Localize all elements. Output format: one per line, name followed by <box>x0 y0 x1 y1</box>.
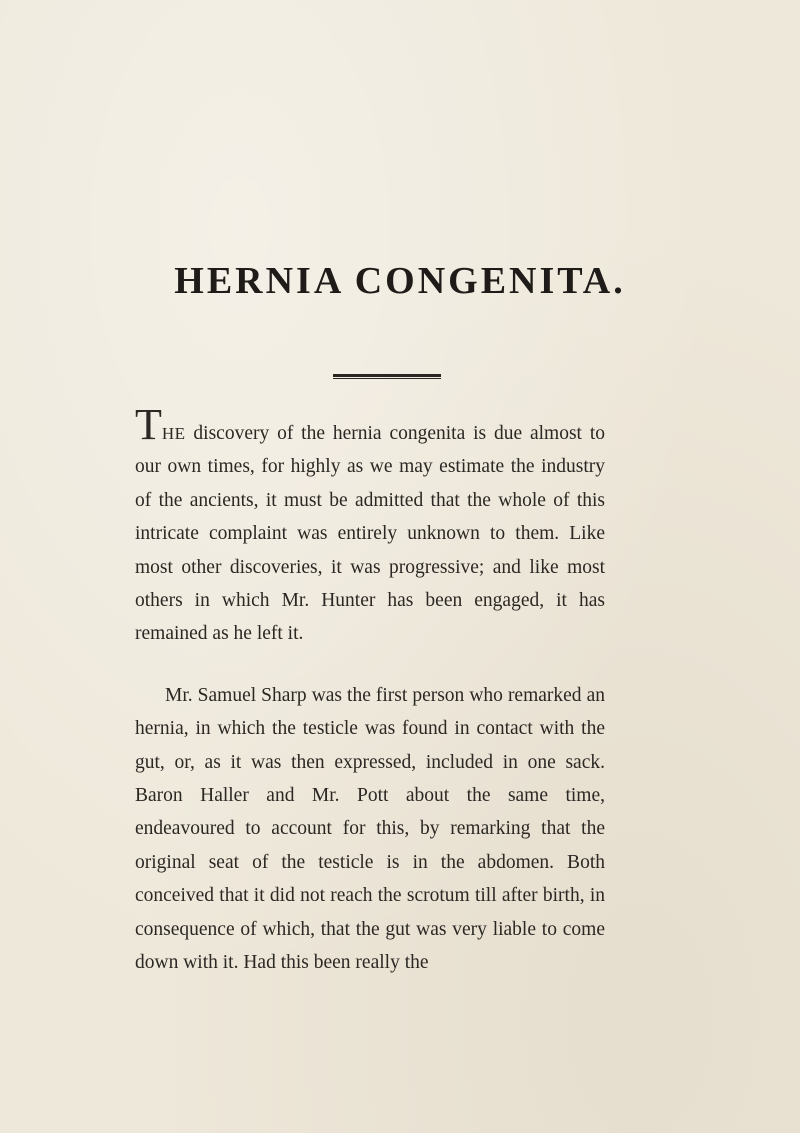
lead-smallcaps: HE <box>161 424 186 443</box>
paragraph-1 <box>135 400 605 651</box>
drop-cap: T <box>135 400 162 449</box>
title-rule <box>333 374 441 379</box>
paragraph-2-text: Mr. Samuel Sharp was the first person who remarked an hernia, in which the testicle was found in contact with the gut, or, as it was then expressed, included in one sack. Baron Haller and Mr. Pott about the same time, endeavoured to account for this, by remarking that the original seat of the testicle is in the abdomen. Both conceived that it did not reach the scrotum till after birth, in consequence of which, that the gut was very liable to come down with it. Had this been really the <box>135 684 605 974</box>
paragraph-2 <box>135 679 605 980</box>
page-title: HERNIA CONGENITA. <box>174 260 626 302</box>
paragraph-1-text: discovery of the hernia congenita is due almost to our own times, for highly as we may estimate the industry of the ancients, it must be admitted that the whole of this intricate complaint was entirely unknown to them. Like most other discoveries, it was progressive; and like most others in which Mr. Hunter has been engaged, it has remained as he left it. <box>135 423 605 645</box>
body-text <box>135 400 605 980</box>
